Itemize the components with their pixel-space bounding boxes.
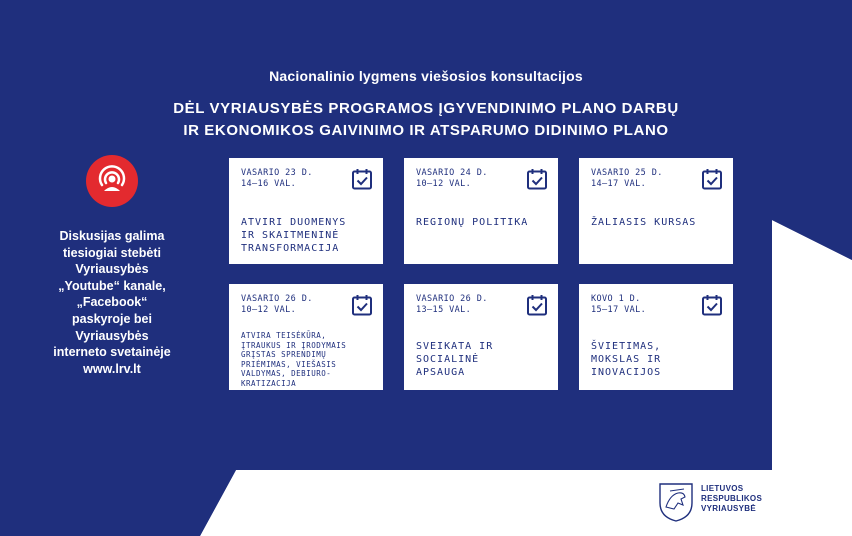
card-topic: ATVIRA TEISĖKŪRA, ĮTRAUKUS IR ĮRODYMAIS GRĮSTAS SPRENDIMŲ PRIĖMIMAS, VIEŠASIS VALDYMAS, DEBIURO- KRATIZACIJA	[241, 331, 347, 388]
subtitle: Nacionalinio lygmens viešosios konsultacijos	[269, 68, 583, 84]
government-logo-text: LIETUVOS RESPUBLIKOS VYRIAUSYBĖ	[701, 484, 763, 513]
calendar-check-icon	[351, 168, 373, 190]
card-topic: ATVIRI DUOMENYS IR SKAITMENINĖ TRANSFORMACIJA	[241, 217, 347, 254]
event-card: VASARIO 25 D. 14–17 VAL. ŽALIASIS KURSAS	[579, 158, 733, 264]
card-topic: ŠVIETIMAS, MOKSLAS IR INOVACIJOS	[591, 341, 662, 378]
stream-info-text: Diskusijas galima tiesiogiai stebėti Vyriausybės „Youtube“ kanale, „Facebook“ paskyroje bei Vyriausybės interneto svetainėje www.lrv.lt	[30, 228, 194, 377]
calendar-check-icon	[351, 294, 373, 316]
card-topic: SVEIKATA IR SOCIALINĖ APSAUGA	[416, 341, 494, 378]
event-card: VASARIO 26 D. 13–15 VAL. SVEIKATA IR SOCIALINĖ APSAUGA	[404, 284, 558, 390]
event-card: KOVO 1 D. 15–17 VAL. ŠVIETIMAS, MOKSLAS IR INOVACIJOS	[579, 284, 733, 390]
card-topic: REGIONŲ POLITIKA	[416, 217, 529, 228]
event-card: VASARIO 24 D. 10–12 VAL. REGIONŲ POLITIKA	[404, 158, 558, 264]
website-link[interactable]: www.lrv.lt	[83, 361, 141, 376]
calendar-check-icon	[526, 168, 548, 190]
coat-of-arms-icon	[656, 481, 696, 523]
calendar-check-icon	[701, 294, 723, 316]
page-title: DĖL VYRIAUSYBĖS PROGRAMOS ĮGYVENDINIMO PLANO DARBŲ IR EKONOMIKOS GAIVINIMO IR ATSPARUMO DIDINIMO PLANO	[173, 100, 679, 139]
card-topic: ŽALIASIS KURSAS	[591, 217, 697, 228]
event-card: VASARIO 26 D. 10–12 VAL. ATVIRA TEISĖKŪRA, ĮTRAUKUS IR ĮRODYMAIS GRĮSTAS SPRENDIMŲ PRIĖMIMAS, VIEŠASIS VALDYMAS, DEBIURO- KRATIZACIJA	[229, 284, 383, 390]
calendar-check-icon	[701, 168, 723, 190]
event-card: VASARIO 23 D. 14–16 VAL. ATVIRI DUOMENYS IR SKAITMENINĖ TRANSFORMACIJA	[229, 158, 383, 264]
calendar-check-icon	[526, 294, 548, 316]
live-stream-icon	[86, 155, 138, 207]
